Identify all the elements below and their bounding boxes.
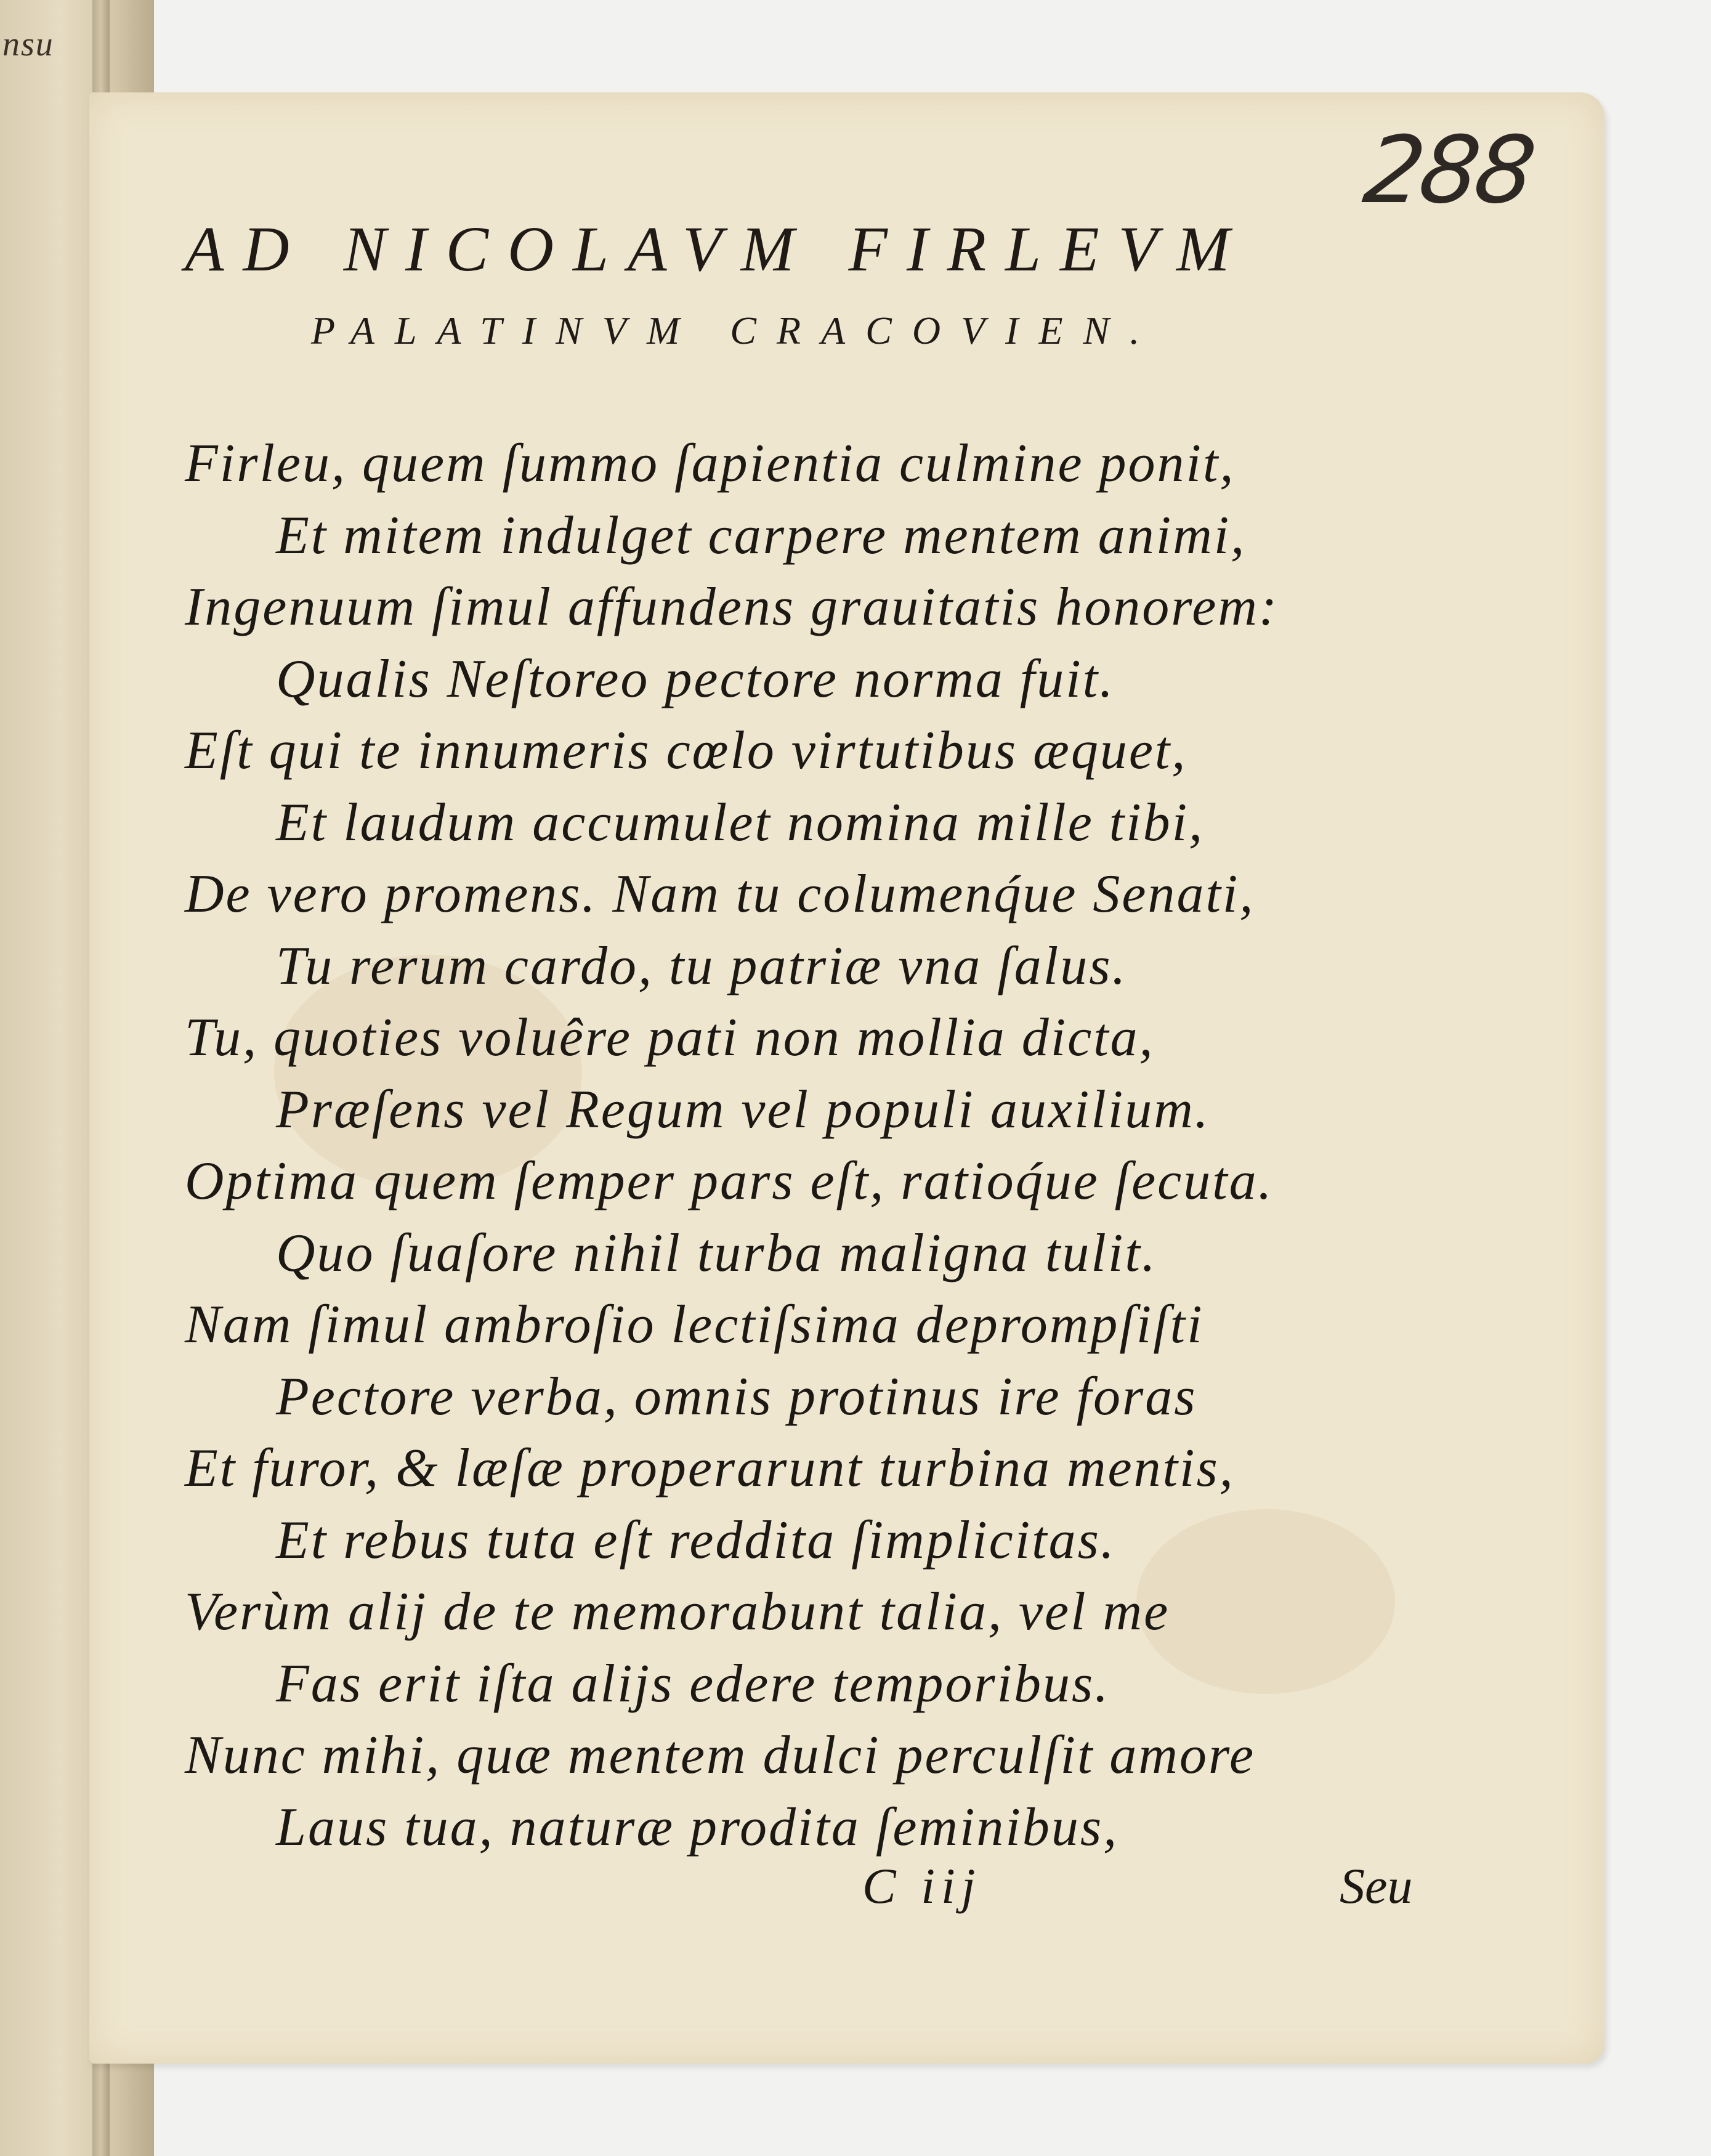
poem-line: Et furor, & læſæ properarunt turbina mentis, [185, 1438, 1235, 1498]
page-subtitle: PALATINVM CRACOVIEN. [311, 309, 1160, 352]
poem-line: Fas erit iſta alijs edere temporibus. [276, 1653, 1110, 1714]
poem-line: De vero promens. Nam tu columenq́ue Senati, [185, 864, 1255, 924]
poem-line: Laus tua, naturæ prodita ſeminibus, [276, 1797, 1119, 1857]
book-page [89, 92, 1604, 2064]
poem-line: Quo ſuaſore nihil turba maligna tulit. [276, 1223, 1157, 1283]
poem-line: Optima quem ſemper pars eſt, ratioq́ue ſecuta. [185, 1151, 1274, 1211]
poem-line: Præſens vel Regum vel populi auxilium. [276, 1079, 1210, 1140]
poem-text [185, 428, 1509, 1863]
poem-line: Nunc mihi, quæ mentem dulci perculſit amore [185, 1725, 1256, 1785]
poem-line: Ingenuum ſimul affundens grauitatis honorem: [185, 577, 1279, 637]
poem-line: Tu rerum cardo, tu patriæ vna ſalus. [276, 936, 1128, 996]
poem-line: Et rebus tuta eſt reddita ſimplicitas. [276, 1510, 1116, 1570]
poem-line: Et laudum accumulet nomina mille tibi, [276, 792, 1205, 853]
poem-line: Et mitem indulget carpere mentem animi, [276, 505, 1247, 565]
poem-line: Tu, quoties voluêre pati non mollia dicta, [185, 1008, 1155, 1068]
signature-mark: C iij [862, 1858, 982, 1914]
poem-line: Qualis Neſtoreo pectore norma fuit. [276, 649, 1115, 709]
page-title: AD NICOLAVM FIRLEVM [185, 214, 1249, 285]
page-number: 288 [1357, 117, 1539, 224]
poem-line: Pectore verba, omnis protinus ire foras [276, 1366, 1197, 1427]
margin-note: nsu [2, 25, 54, 63]
poem-line: Nam ſimul ambroſio lectiſsima deprompſiſti [185, 1295, 1204, 1355]
catchword: Seu [1340, 1858, 1413, 1914]
poem-line: Verùm alij de te memorabunt talia, vel me [185, 1582, 1170, 1642]
poem-line: Eſt qui te innumeris cœlo virtutibus æquet, [185, 721, 1187, 780]
poem-line: Firleu, quem ſummo ſapientia culmine ponit, [185, 434, 1236, 493]
